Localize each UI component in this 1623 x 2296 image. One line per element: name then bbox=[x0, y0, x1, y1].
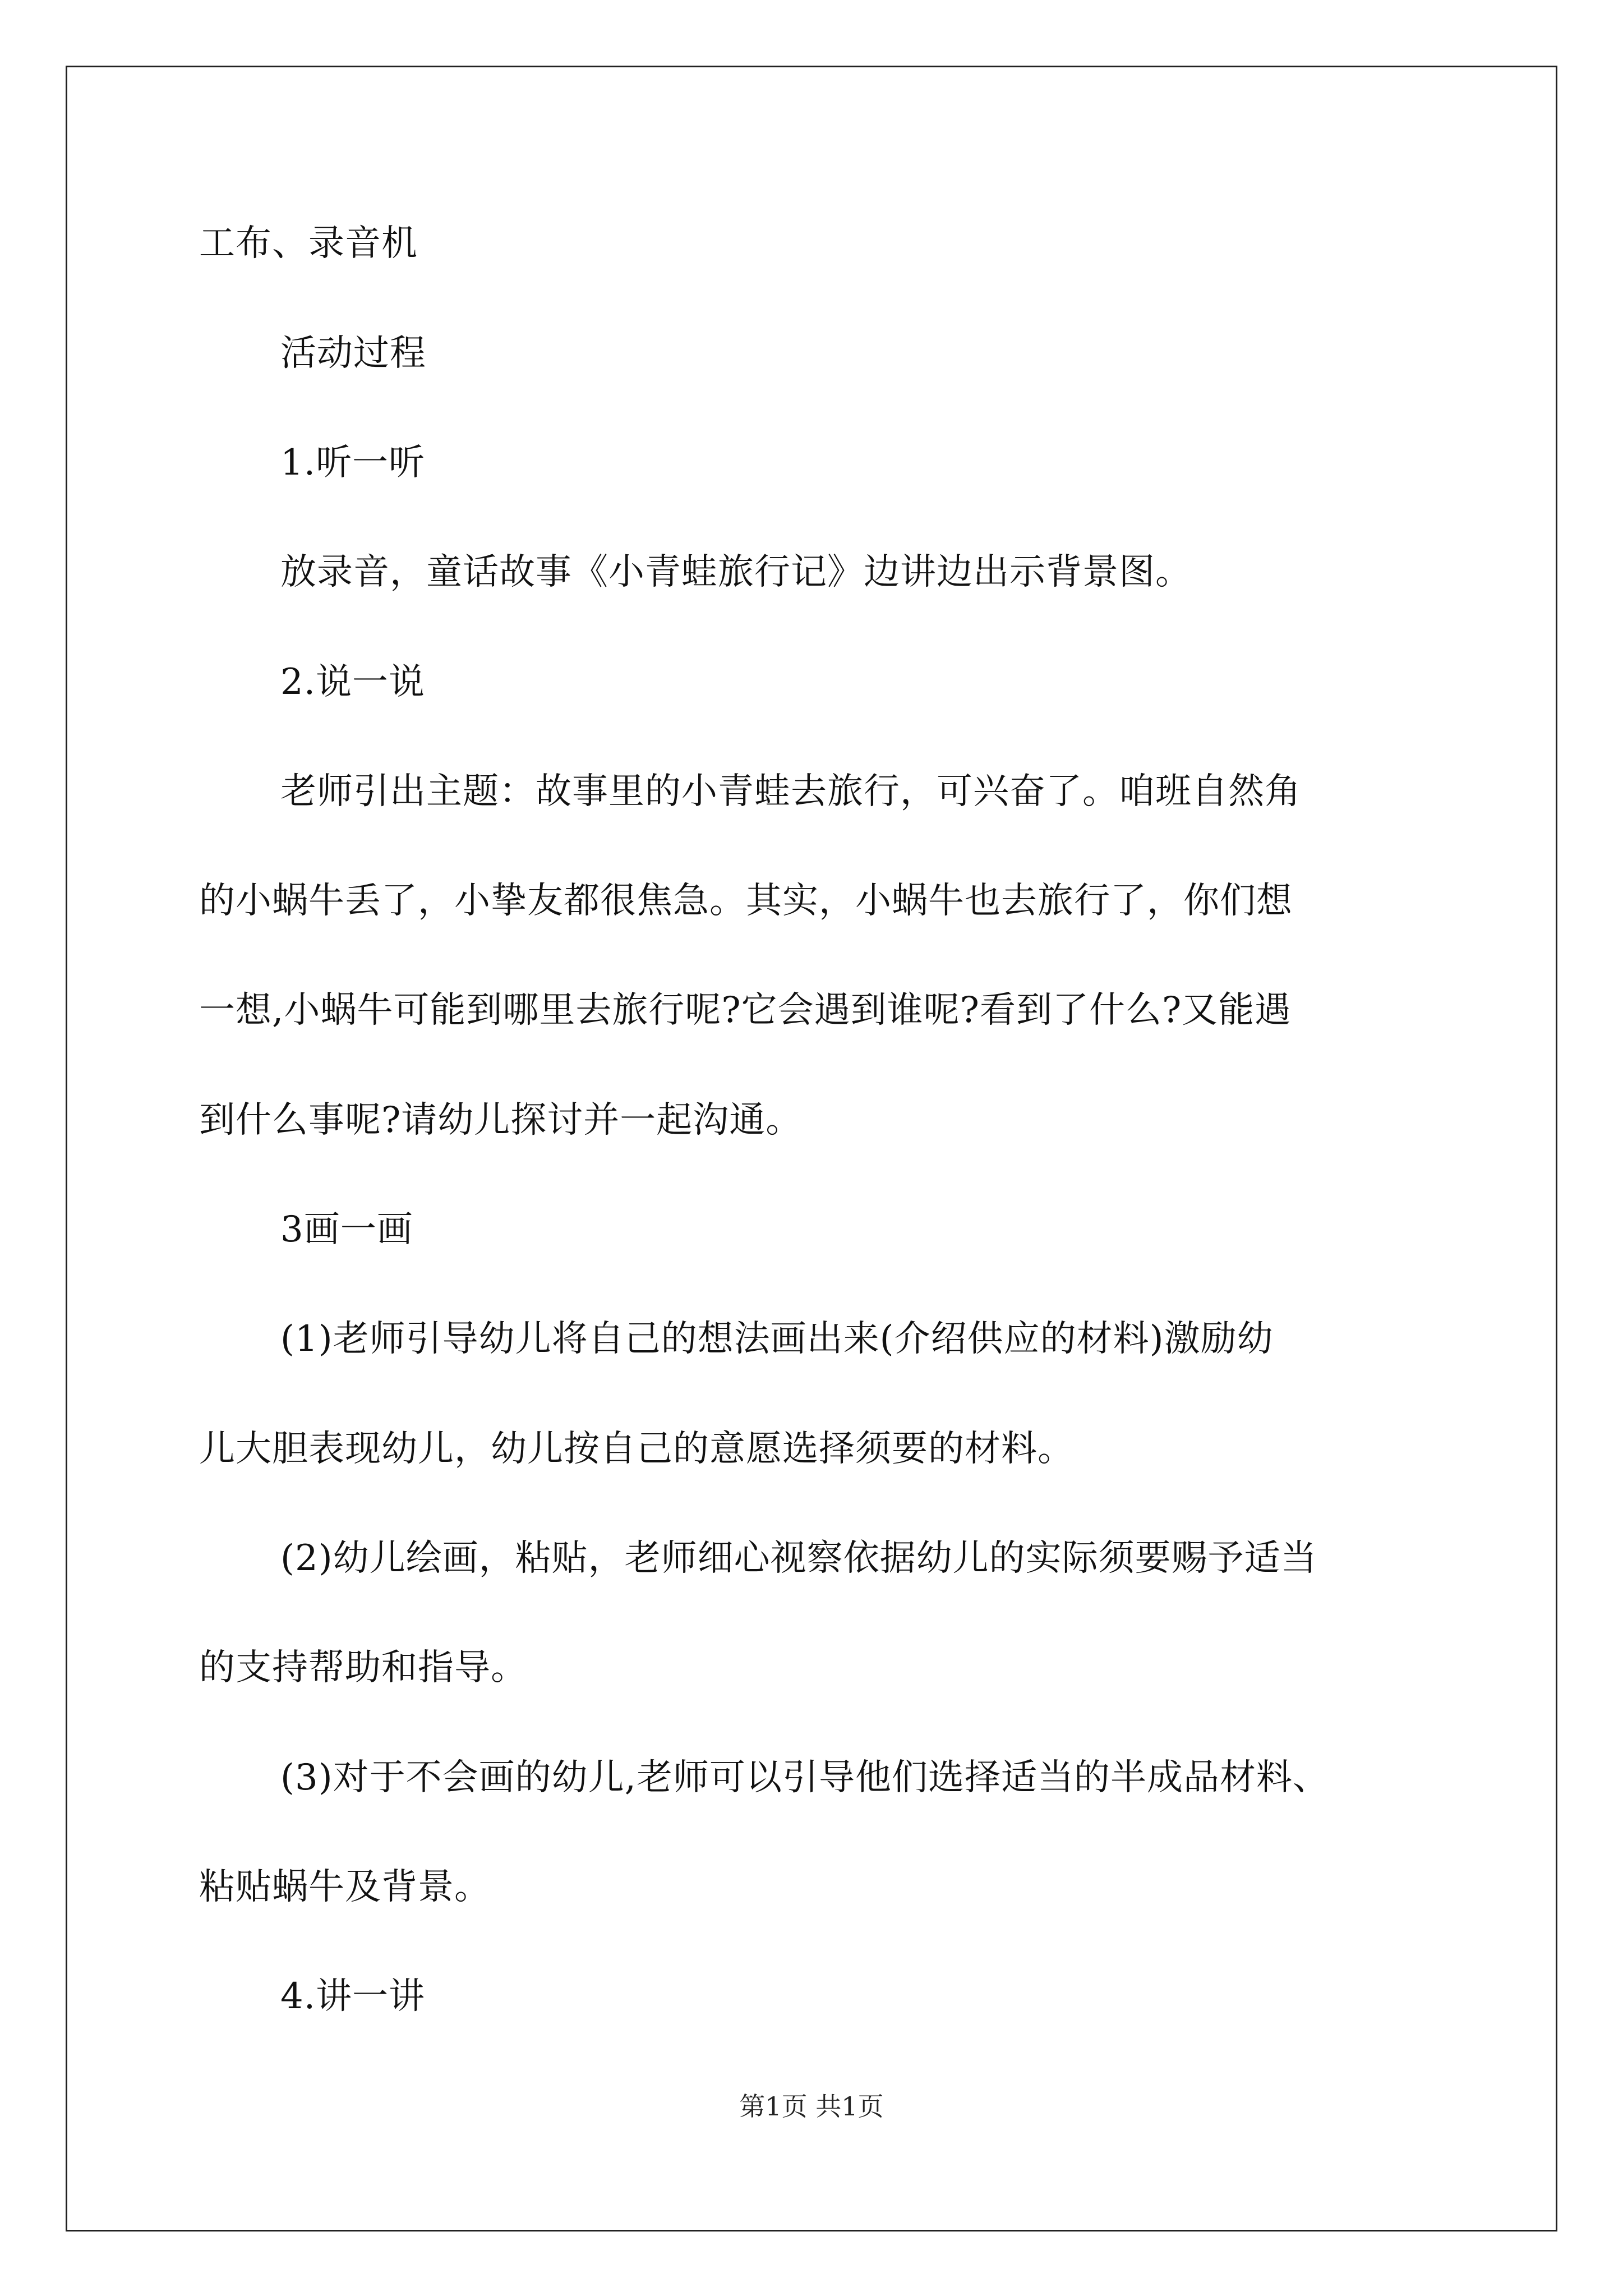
text-line: 粘贴蜗牛及背景。 bbox=[199, 1866, 491, 1908]
text-line: 的支持帮助和指导。 bbox=[199, 1647, 527, 1688]
text-line: (1)老师引导幼儿将自己的想法画出来(介绍供应的材料)激励幼 bbox=[280, 1318, 1274, 1360]
section-heading: 活动过程 bbox=[280, 333, 426, 374]
step-heading: 2.说一说 bbox=[280, 661, 426, 703]
text-line: 工布、录音机 bbox=[199, 223, 418, 264]
step-heading: 1.听一听 bbox=[280, 442, 426, 484]
step-heading: 3画一画 bbox=[280, 1209, 413, 1250]
text-line: 儿大胆表现幼儿，幼儿按自己的意愿选择须要的材料。 bbox=[199, 1428, 1074, 1470]
text-line: 放录音，童话故事《小青蛙旅行记》边讲边出示背景图。 bbox=[280, 551, 1192, 593]
text-line: 的小蜗牛丢了，小挚友都很焦急。其实，小蜗牛也去旅行了，你们想 bbox=[199, 880, 1293, 922]
text-line: 到什么事呢?请幼儿探讨并一起沟通。 bbox=[199, 1099, 803, 1141]
text-line: 一想,小蜗牛可能到哪里去旅行呢?它会遇到谁呢?看到了什么?又能遇 bbox=[199, 990, 1292, 1031]
text-line: (3)对于不会画的幼儿,老师可以引导他们选择适当的半成品材料、 bbox=[280, 1757, 1329, 1798]
text-line: 老师引出主题：故事里的小青蛙去旅行，可兴奋了。咱班自然角 bbox=[280, 771, 1301, 812]
step-heading: 4.讲一讲 bbox=[280, 1976, 426, 2017]
text-line: (2)幼儿绘画，粘贴，老师细心视察依据幼儿的实际须要赐予适当 bbox=[280, 1538, 1317, 1579]
page-footer: 第1页 共1页 bbox=[739, 2091, 884, 2122]
